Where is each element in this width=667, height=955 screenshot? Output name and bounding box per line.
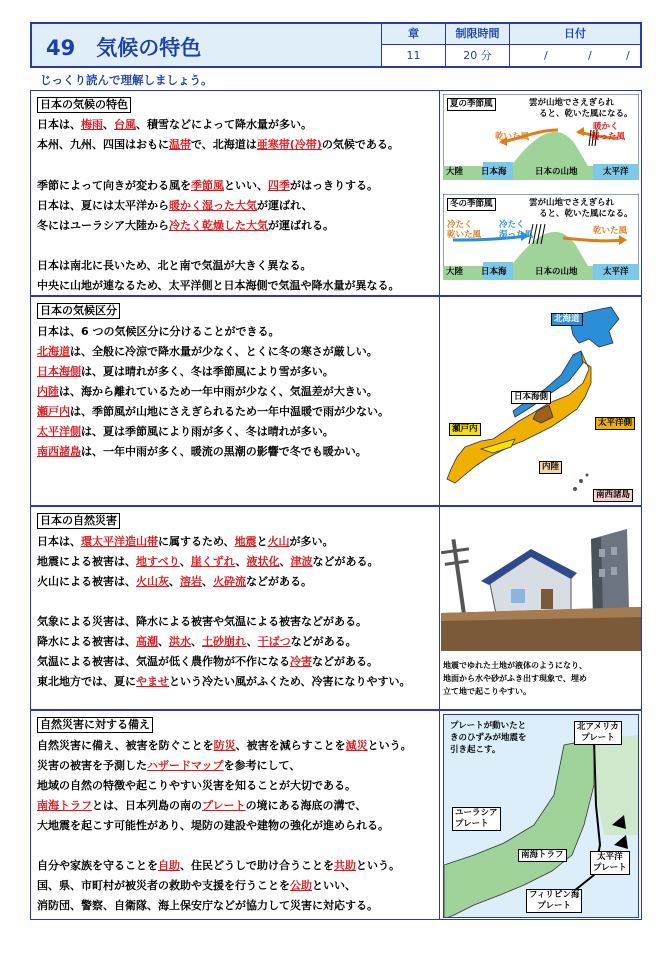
plate-boundary-diagram <box>443 714 639 918</box>
label-pacific-plate: 太平洋 プレート <box>590 851 630 875</box>
text-line: 北海道は、全般に冷涼で降水量が少なく、とくに冬の寒さが厳しい。 <box>37 345 378 358</box>
text-line: 瀬戸内は、季節風が山地にさえぎられるため一年中温暖で雨が少ない。 <box>37 405 389 418</box>
text-line: 本州、九州、四国はおもに温帯で、北海道は亜寒帯(冷帯)の気候である。 <box>37 138 399 151</box>
text-line: 災害の被害を予測したハザードマップを参考にして、 <box>37 759 301 772</box>
time-value: 20 分 <box>463 49 492 62</box>
chapter-label: 章 <box>382 24 445 45</box>
summer-note: 雲が山地でさえぎられ <box>529 98 615 108</box>
chapter-value: 11 <box>406 49 421 62</box>
winter-wet-label: 冷たく <box>499 220 525 230</box>
section-title: 日本の自然災害 <box>37 513 120 529</box>
summer-monsoon-diagram <box>443 94 639 180</box>
section-disaster-preparedness <box>30 710 642 920</box>
section-divider <box>439 711 440 919</box>
label-philippine-plate: フィリピン海 プレート <box>526 889 582 913</box>
date-cell <box>510 24 640 66</box>
date-label: 日付 <box>510 24 640 45</box>
winter-monsoon-diagram <box>443 194 639 280</box>
liquefaction-caption: 立て地で起こりやすい。 <box>443 687 531 696</box>
text-line: 地震による被害は、地すべり、崖くずれ、液状化、津波などがある。 <box>37 555 379 568</box>
text-line: 日本海側は、夏は晴れが多く、冬は季節風により雪が多い。 <box>37 365 334 378</box>
label-eurasian-plate: ユーラシア プレート <box>452 807 501 831</box>
text-line: 中央に山地が連なるため、太平洋側と日本海側で気温や降水量が異なる。 <box>37 279 400 292</box>
text-line: 降水による被害は、高潮、洪水、土砂崩れ、干ばつなどがある。 <box>37 635 357 648</box>
text-line: 日本は、環太平洋造山帯に属するため、地震と火山が多い。 <box>37 535 334 548</box>
text-line: 南海トラフとは、日本列島の南のプレートの境にある海底の溝で、 <box>37 799 367 812</box>
section-title: 日本の気候の特色 <box>37 97 131 113</box>
section-divider <box>439 507 440 709</box>
section-climate-features <box>30 90 642 296</box>
liquefaction-illustration <box>441 509 641 709</box>
winter-wet-label: 湿った風 <box>499 230 534 240</box>
plate-note: 引き起こす。 <box>450 745 501 755</box>
text-line: 火山による被害は、火山灰、溶岩、火砕流などがある。 <box>37 575 312 588</box>
continent-label: 大陸 <box>446 267 464 277</box>
time-label: 制限時間 <box>446 24 509 45</box>
text-line: 冬にはユーラシア大陸から冷たく乾燥した大気が運ばれる。 <box>37 219 334 232</box>
liquefaction-caption: 地面から水や砂がふき出す現象で、埋め <box>443 674 587 683</box>
text-line: 内陸は、海から離れているため一年中雨が少なく、気温差が大きい。 <box>37 385 378 398</box>
label-north-american-plate: 北アメリカ プレート <box>574 721 622 745</box>
section-divider <box>439 297 440 505</box>
text-line: 太平洋側は、夏は季節風により雨が多く、冬は晴れが多い。 <box>37 425 334 438</box>
title-cell <box>32 24 382 66</box>
page-title: 49 気候の特色 <box>46 36 202 60</box>
text-line: 気温による被害は、気温が低く農作物が不作になる冷害などがある。 <box>37 655 378 668</box>
date-sep-1: / <box>544 49 548 62</box>
text-line: 大地震を起こす可能性があり、堤防の建設や建物の強化が進められる。 <box>37 819 389 832</box>
date-sep-3: / <box>626 49 630 62</box>
worksheet-header <box>30 22 642 68</box>
text-line: 南西諸島は、一年中雨が多く、暖流の黒潮の影響で冬でも暖かい。 <box>37 445 367 458</box>
instruction-text: じっくり読んで理解しましょう。 <box>40 73 213 87</box>
map-label-inland: 内陸 <box>539 461 562 474</box>
text-line: 地域の自然の特徴や起こりやすい災害を知ることが大切である。 <box>37 779 356 792</box>
summer-dry-label: 乾いた風 <box>495 132 530 142</box>
plate-note: プレートが動いたと <box>450 721 527 731</box>
text-line: 日本は、6 つの気候区分に分けることができる。 <box>37 325 280 338</box>
continent-label: 大陸 <box>446 167 464 177</box>
text-line: 日本は、夏には太平洋から暖かく湿った大気が運ばれ、 <box>37 199 313 212</box>
map-label-hokkaido: 北海道 <box>551 313 583 326</box>
text-line: 日本は南北に長いため、北と南で気温が大きく異なる。 <box>37 259 312 272</box>
ocean-label: 太平洋 <box>603 167 629 177</box>
chapter-cell <box>382 24 446 66</box>
date-value[interactable] <box>510 45 640 66</box>
liquefaction-svg <box>441 509 641 651</box>
text-line: 東北地方では、夏にやませという冷たい風がふくため、冷害になりやすい。 <box>37 675 411 688</box>
winter-note: 雲が山地でさえぎられ <box>529 198 615 208</box>
winter-dry-label: 乾いた風 <box>593 226 628 236</box>
section-natural-disasters <box>30 506 642 710</box>
liquefaction-caption: 地震でゆれた土地が液体のようになり、 <box>443 661 587 670</box>
map-label-nansei: 南西諸島 <box>593 489 633 502</box>
section-title: 自然災害に対する備え <box>37 717 153 733</box>
section-title: 日本の気候区分 <box>37 303 120 319</box>
winter-tag: 冬の季節風 <box>447 198 496 211</box>
winter-cold-label: 冷たく <box>447 220 473 230</box>
climate-zone-map <box>441 299 641 504</box>
plate-note: きのひずみが地震を <box>450 733 527 743</box>
label-nankai-trough: 南海トラフ <box>518 849 567 862</box>
text-line: 季節によって向きが変わる風を季節風といい、四季がはっきりする。 <box>37 179 378 192</box>
text-line: 日本は、梅雨、台風、積雪などによって降水量が多い。 <box>37 118 312 131</box>
mountain-label: 日本の山地 <box>535 267 578 277</box>
map-label-setouchi: 瀬戸内 <box>449 423 481 436</box>
summer-note: ると、乾いた風になる。 <box>539 109 633 119</box>
winter-cold-label: 乾いた風 <box>447 230 482 240</box>
text-line: 自然災害に備え、被害を防ぐことを防災、被害を減らすことを減災という。 <box>37 739 412 752</box>
time-cell <box>446 24 510 66</box>
map-label-japansea: 日本海側 <box>511 391 551 404</box>
sea-label: 日本海 <box>481 167 507 177</box>
text-line: 自分や家族を守ることを自助、住民どうしで助け合うことを共助という。 <box>37 859 400 872</box>
text-line: 消防団、警察、自衛隊、海上保安庁などが協力して災害に対応する。 <box>37 899 378 912</box>
summer-tag: 夏の季節風 <box>447 98 496 111</box>
mountain-label: 日本の山地 <box>535 167 578 177</box>
sea-label: 日本海 <box>481 267 507 277</box>
date-sep-2: / <box>588 49 592 62</box>
ocean-label: 太平洋 <box>603 267 629 277</box>
map-label-pacific: 太平洋側 <box>595 417 635 430</box>
winter-note: ると、乾いた風になる。 <box>539 209 633 219</box>
summer-warm-label: 暖かく <box>593 122 619 132</box>
section-climate-zones <box>30 296 642 506</box>
text-line: 気象による災害は、降水による被害や気温による被害などがある。 <box>37 615 367 628</box>
section-divider <box>439 91 440 295</box>
text-line: 国、県、市町村が被災者の救助や支援を行うことを公助といい、 <box>37 879 356 892</box>
summer-warm-label: 湿った風 <box>591 132 626 142</box>
